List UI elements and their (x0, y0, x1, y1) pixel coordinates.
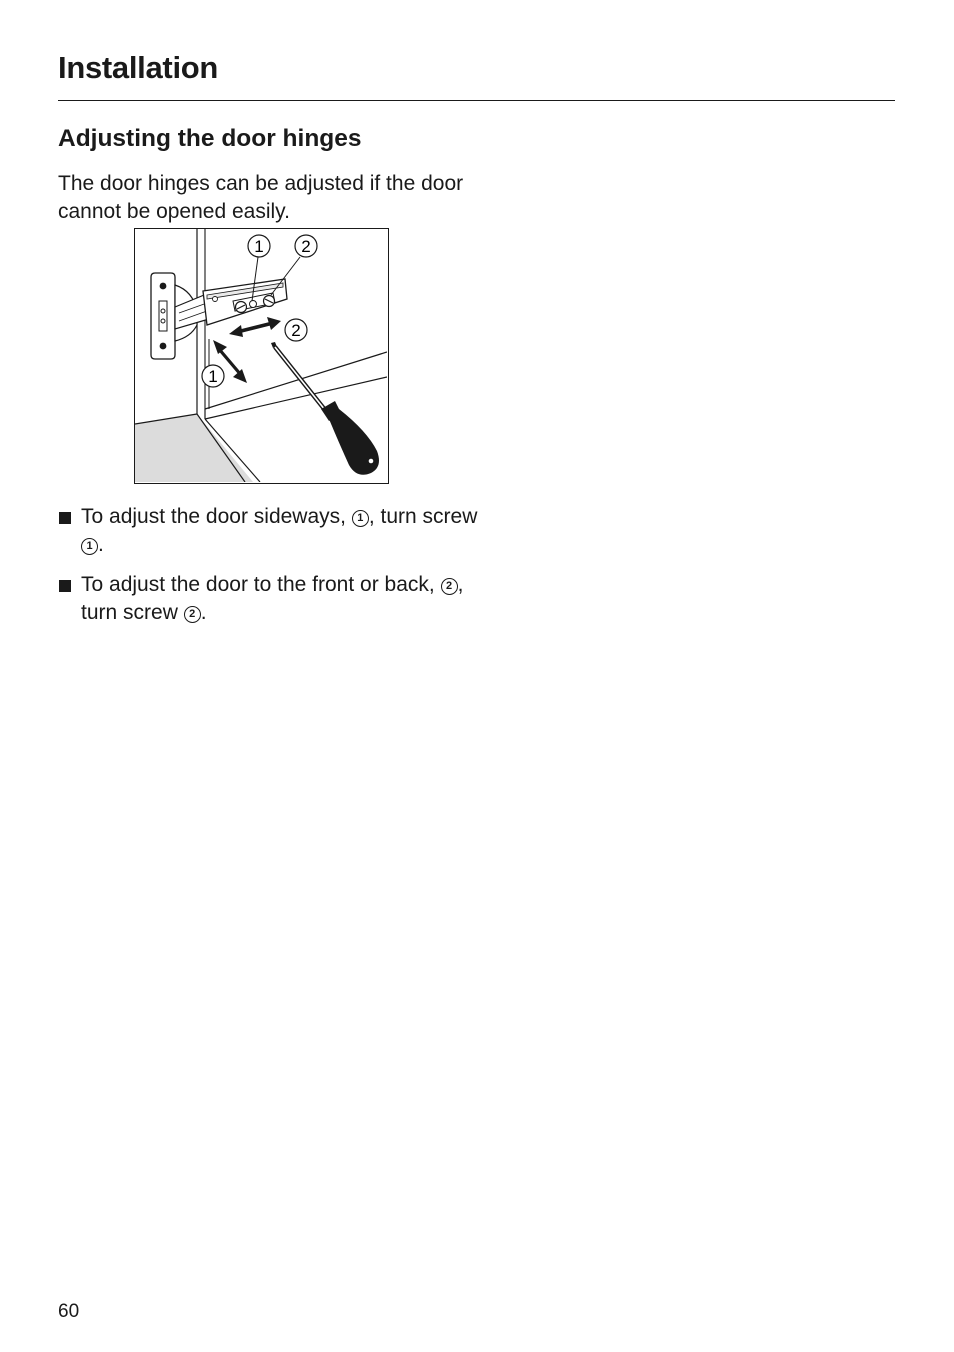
marker-1: 1 (352, 510, 369, 527)
adjustment-steps (58, 503, 478, 639)
floor-shading (135, 414, 253, 482)
svg-text:2: 2 (291, 321, 301, 340)
callout-1-arrow (202, 365, 224, 387)
subheading: Adjusting the door hinges (58, 125, 362, 152)
svg-text:1: 1 (208, 367, 218, 386)
svg-text:2: 2 (301, 237, 311, 256)
hinge-mounting-plate (151, 273, 175, 359)
marker-2: 2 (441, 578, 458, 595)
list-item: To adjust the door sideways, 1 , turn screw 1 . (58, 503, 478, 559)
callout-1-top (248, 235, 270, 257)
hinge-adjustment-illustration (134, 228, 389, 484)
svg-text:1: 1 (254, 237, 264, 256)
callout-2-arrow (285, 319, 307, 341)
arrow-front-back (229, 317, 281, 337)
callout-2-top (295, 235, 317, 257)
bullet-icon (59, 512, 71, 524)
list-item: To adjust the door to the front or back, 2 , turn screw 2 . (58, 571, 478, 627)
page-number: 60 (58, 1301, 80, 1322)
marker-2: 2 (184, 606, 201, 623)
intro-text: The door hinges can be adjusted if the door cannot be opened easily. (58, 172, 464, 223)
screwdriver (271, 342, 379, 475)
bullet-icon (59, 580, 71, 592)
marker-1: 1 (81, 538, 98, 555)
header-divider (58, 100, 895, 101)
section-title: Installation (58, 50, 219, 85)
